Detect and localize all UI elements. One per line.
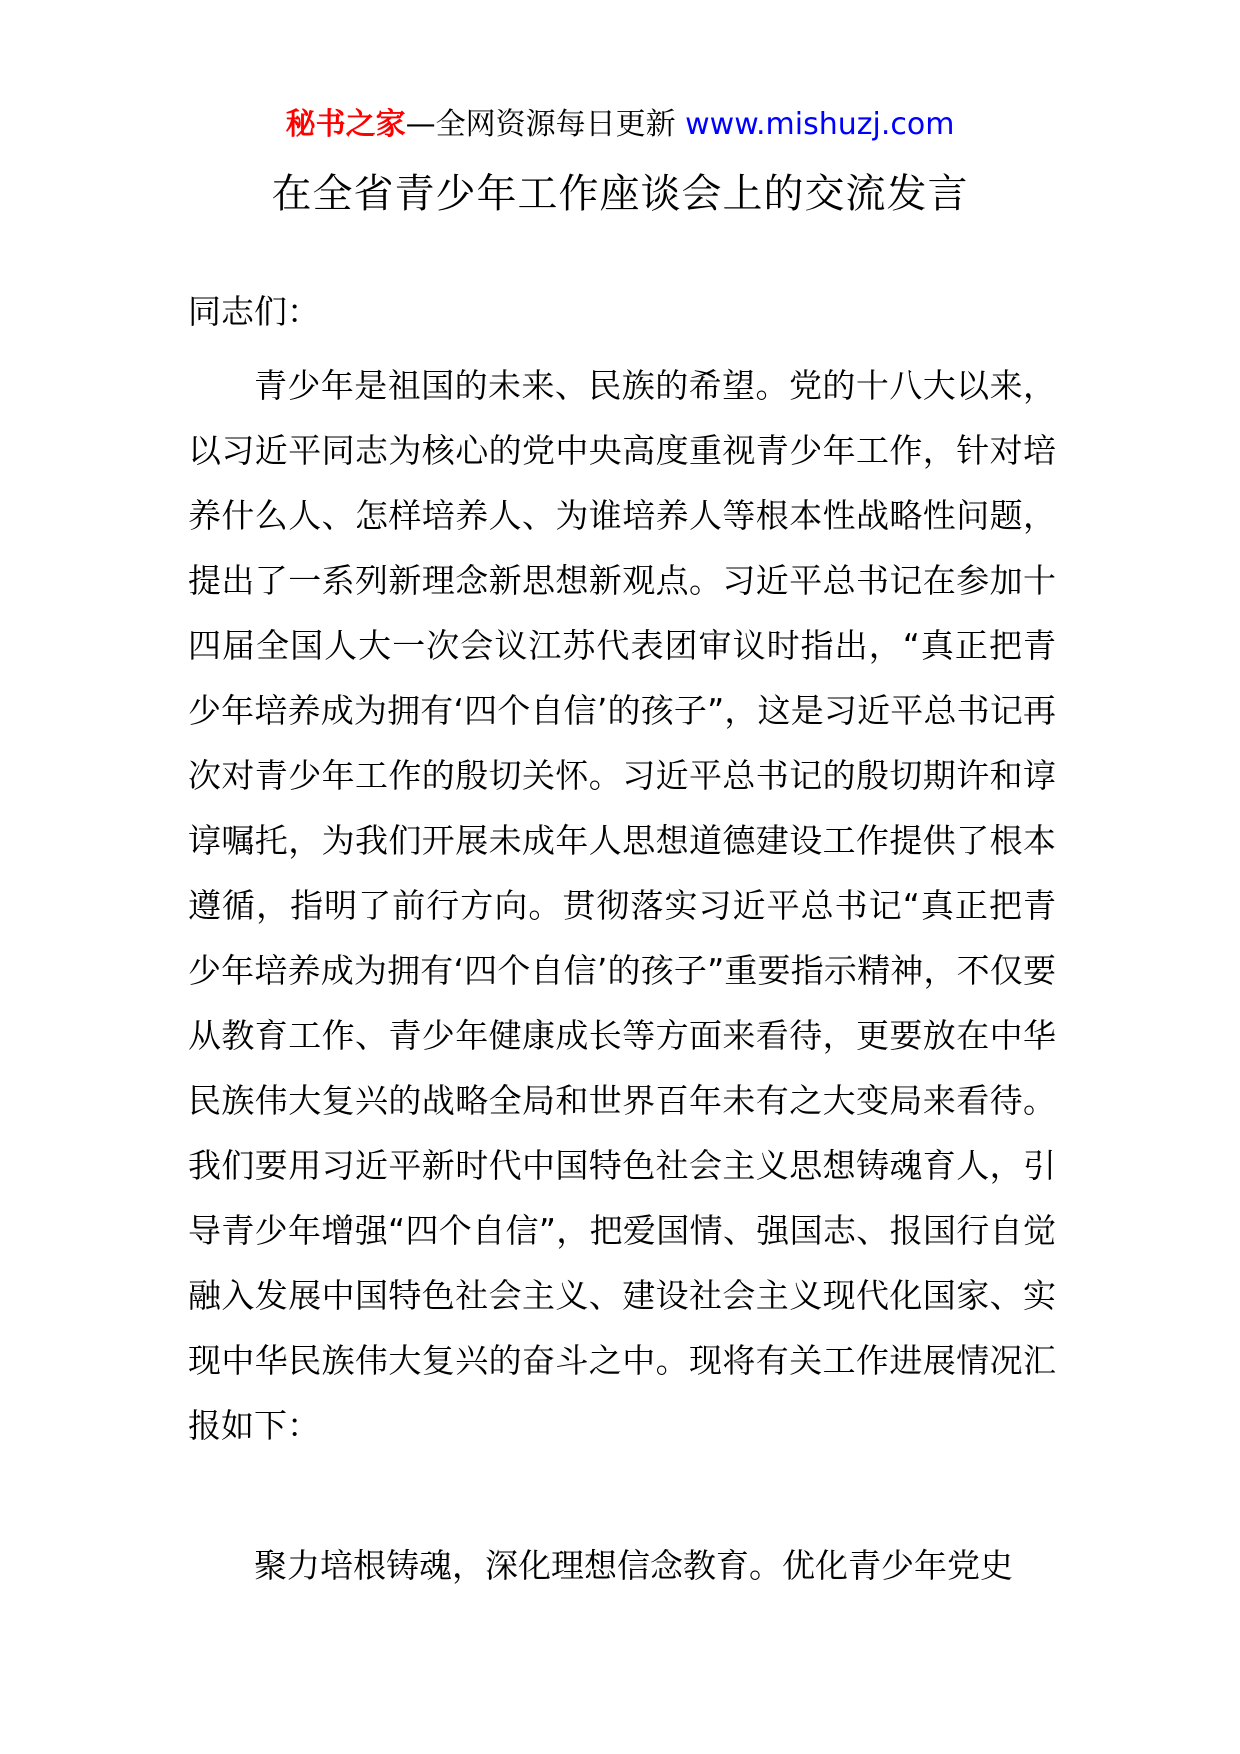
site-url-link[interactable]: www.mishuzj.com xyxy=(685,107,955,142)
paragraph: 青少年是祖国的未来、民族的希望。党的十八大以来，以习近平同志为核心的党中央高度重视青少年工作，针对培养什么人、怎样培养人、为谁培养人等根本性战略性问题，提出了一系列新理念新思想新观点。习近平总书记在参加十四届全国人大一次会议江苏代表团审议时指出，“真正把青少年培养成为拥有‘四个自信’的孩子”，这是习近平总书记再次对青少年工作的殷切关怀。习近平总书记的殷切期许和谆谆嘱托，为我们开展未成年人思想道德建设工作提供了根本遵循，指明了前行方向。贯彻落实习近平总书记“真正把青少年培养成为拥有‘四个自信’的孩子”重要指示精神，不仅要从教育工作、青少年健康成长等方面来看待，更要放在中华民族伟大复兴的战略全局和世界百年未有之大变局来看待。我们要用习近平新时代中国特色社会主义思想铸魂育人，引导青少年增强“四个自信”，把爱国情、强国志、报国行自觉融入发展中国特色社会主义、建设社会主义现代化国家、实现中华民族伟大复兴的奋斗之中。现将有关工作进展情况汇报如下： xyxy=(188,366,1056,1445)
section-heading: 聚力培根铸魂，深化理想信念教育。 xyxy=(254,1546,782,1585)
brand-name: 秘书之家 xyxy=(285,107,406,142)
section-text: 优化青少年党史 xyxy=(782,1546,1013,1585)
section-paragraph xyxy=(188,1533,1056,1598)
site-header xyxy=(0,105,1240,145)
document-title: 在全省青少年工作座谈会上的交流发言 xyxy=(271,171,969,217)
salutation: 同志们： xyxy=(188,292,320,331)
header-slogan: —全网资源每日更新 xyxy=(405,107,676,142)
body-text xyxy=(188,353,1056,1458)
